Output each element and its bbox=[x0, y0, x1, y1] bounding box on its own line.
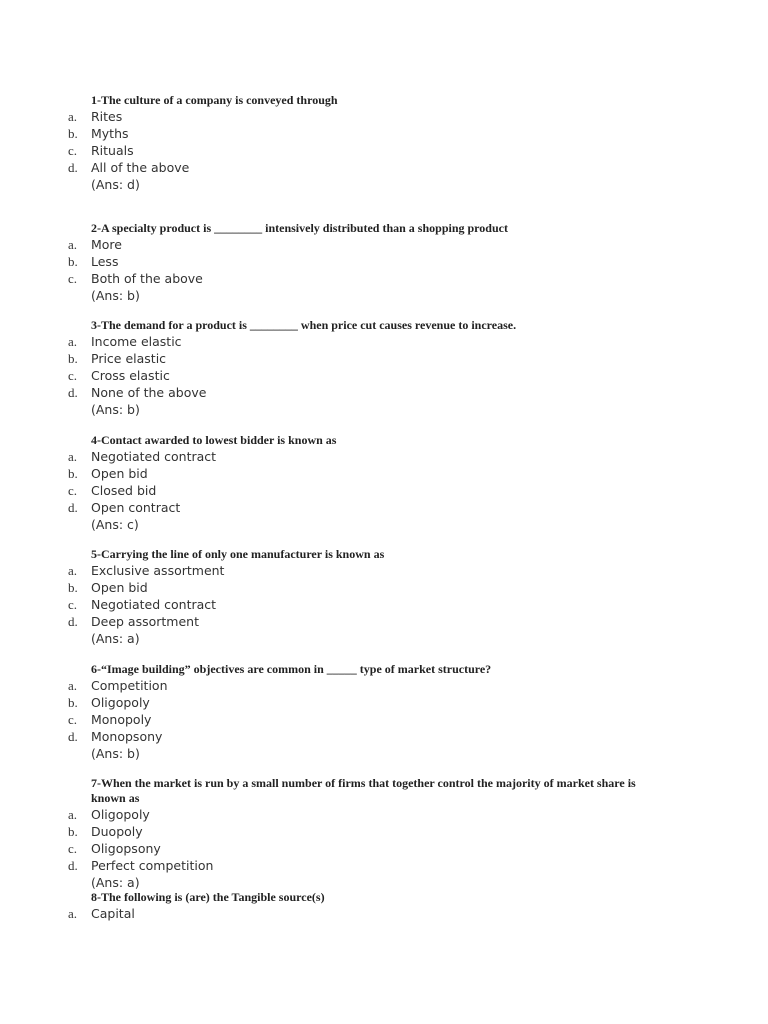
option-b bbox=[0, 125, 700, 142]
option-letter: b. bbox=[68, 466, 78, 481]
option-a bbox=[0, 806, 700, 823]
option-letter: d. bbox=[68, 614, 78, 629]
option-text: Open contract bbox=[91, 500, 181, 515]
option-letter: b. bbox=[68, 351, 78, 366]
option-letter: d. bbox=[68, 500, 78, 515]
option-letter: d. bbox=[68, 729, 78, 744]
option-letter: a. bbox=[68, 807, 78, 822]
option-text: Price elastic bbox=[91, 351, 167, 366]
option-text: Rituals bbox=[91, 143, 134, 158]
option-letter: d. bbox=[68, 160, 78, 175]
option-c bbox=[0, 142, 700, 159]
option-letter: c. bbox=[68, 841, 78, 856]
option-a bbox=[0, 677, 700, 694]
question-text: 4-Contact awarded to lowest bidder is known as bbox=[91, 433, 337, 447]
option-text: None of the above bbox=[91, 385, 207, 400]
answer-text: (Ans: b) bbox=[91, 288, 140, 303]
option-text: Deep assortment bbox=[91, 614, 199, 629]
option-text: Both of the above bbox=[91, 271, 203, 286]
option-text: Negotiated contract bbox=[91, 597, 217, 612]
option-text: Oligopsony bbox=[91, 841, 161, 856]
option-d bbox=[0, 159, 700, 176]
option-text: Open bid bbox=[91, 466, 148, 481]
option-c bbox=[0, 840, 700, 857]
option-text: Less bbox=[91, 254, 119, 269]
option-letter: a. bbox=[68, 109, 78, 124]
question-6 bbox=[0, 662, 700, 762]
question-3 bbox=[0, 318, 700, 418]
question-7 bbox=[0, 776, 700, 891]
option-d bbox=[0, 499, 700, 516]
option-text: Competition bbox=[91, 678, 168, 693]
option-d bbox=[0, 613, 700, 630]
option-letter: c. bbox=[68, 143, 78, 158]
option-letter: b. bbox=[68, 695, 78, 710]
option-d bbox=[0, 857, 700, 874]
option-letter: a. bbox=[68, 906, 78, 921]
option-text: Cross elastic bbox=[91, 368, 170, 383]
question-2 bbox=[0, 221, 700, 304]
option-text: Open bid bbox=[91, 580, 148, 595]
option-text: More bbox=[91, 237, 122, 252]
option-b bbox=[0, 823, 700, 840]
option-a bbox=[0, 333, 700, 350]
option-b bbox=[0, 465, 700, 482]
option-c bbox=[0, 367, 700, 384]
option-letter: c. bbox=[68, 368, 78, 383]
question-text: 3-The demand for a product is ________ when price cut causes revenue to increase. bbox=[91, 318, 517, 332]
answer-text: (Ans: a) bbox=[91, 875, 140, 890]
option-letter: a. bbox=[68, 237, 78, 252]
option-d bbox=[0, 384, 700, 401]
option-letter: a. bbox=[68, 449, 78, 464]
answer-text: (Ans: b) bbox=[91, 746, 140, 761]
option-letter: c. bbox=[68, 271, 78, 286]
option-letter: d. bbox=[68, 385, 78, 400]
option-text: Capital bbox=[91, 906, 135, 921]
option-b bbox=[0, 253, 700, 270]
option-b bbox=[0, 350, 700, 367]
question-text: 5-Carrying the line of only one manufacturer is known as bbox=[91, 547, 385, 561]
option-letter: c. bbox=[68, 597, 78, 612]
option-text: Exclusive assortment bbox=[91, 563, 225, 578]
option-letter: c. bbox=[68, 483, 78, 498]
option-text: Monopsony bbox=[91, 729, 163, 744]
option-text: Monopoly bbox=[91, 712, 152, 727]
question-5 bbox=[0, 547, 700, 647]
option-letter: a. bbox=[68, 678, 78, 693]
option-text: Duopoly bbox=[91, 824, 143, 839]
option-d bbox=[0, 728, 700, 745]
answer-text: (Ans: c) bbox=[91, 517, 139, 532]
option-text: Myths bbox=[91, 126, 129, 141]
option-letter: a. bbox=[68, 563, 78, 578]
question-text: 7-When the market is run by a small number of firms that together control the majority of market share is known as bbox=[91, 776, 636, 805]
question-8 bbox=[0, 890, 700, 922]
option-text: Perfect competition bbox=[91, 858, 214, 873]
option-a bbox=[0, 562, 700, 579]
option-c bbox=[0, 482, 700, 499]
option-c bbox=[0, 711, 700, 728]
option-a bbox=[0, 108, 700, 125]
option-a bbox=[0, 905, 700, 922]
option-text: Rites bbox=[91, 109, 123, 124]
option-b bbox=[0, 579, 700, 596]
option-text: Oligopoly bbox=[91, 695, 150, 710]
option-text: All of the above bbox=[91, 160, 190, 175]
option-text: Negotiated contract bbox=[91, 449, 217, 464]
option-letter: b. bbox=[68, 824, 78, 839]
question-1 bbox=[0, 93, 700, 193]
option-letter: b. bbox=[68, 126, 78, 141]
option-c bbox=[0, 270, 700, 287]
question-text: 1-The culture of a company is conveyed through bbox=[91, 93, 338, 107]
option-text: Closed bid bbox=[91, 483, 157, 498]
answer-text: (Ans: a) bbox=[91, 631, 140, 646]
option-a bbox=[0, 448, 700, 465]
question-text: 2-A specialty product is ________ intensively distributed than a shopping product bbox=[91, 221, 508, 235]
option-text: Income elastic bbox=[91, 334, 182, 349]
option-letter: b. bbox=[68, 580, 78, 595]
option-c bbox=[0, 596, 700, 613]
question-text: 8-The following is (are) the Tangible source(s) bbox=[91, 890, 325, 904]
option-b bbox=[0, 694, 700, 711]
answer-text: (Ans: b) bbox=[91, 402, 140, 417]
option-letter: c. bbox=[68, 712, 78, 727]
option-letter: a. bbox=[68, 334, 78, 349]
option-a bbox=[0, 236, 700, 253]
question-4 bbox=[0, 433, 700, 533]
option-text: Oligopoly bbox=[91, 807, 150, 822]
option-letter: b. bbox=[68, 254, 78, 269]
option-letter: d. bbox=[68, 858, 78, 873]
question-text: 6-“Image building” objectives are common in _____ type of market structure? bbox=[91, 662, 492, 676]
answer-text: (Ans: d) bbox=[91, 177, 140, 192]
